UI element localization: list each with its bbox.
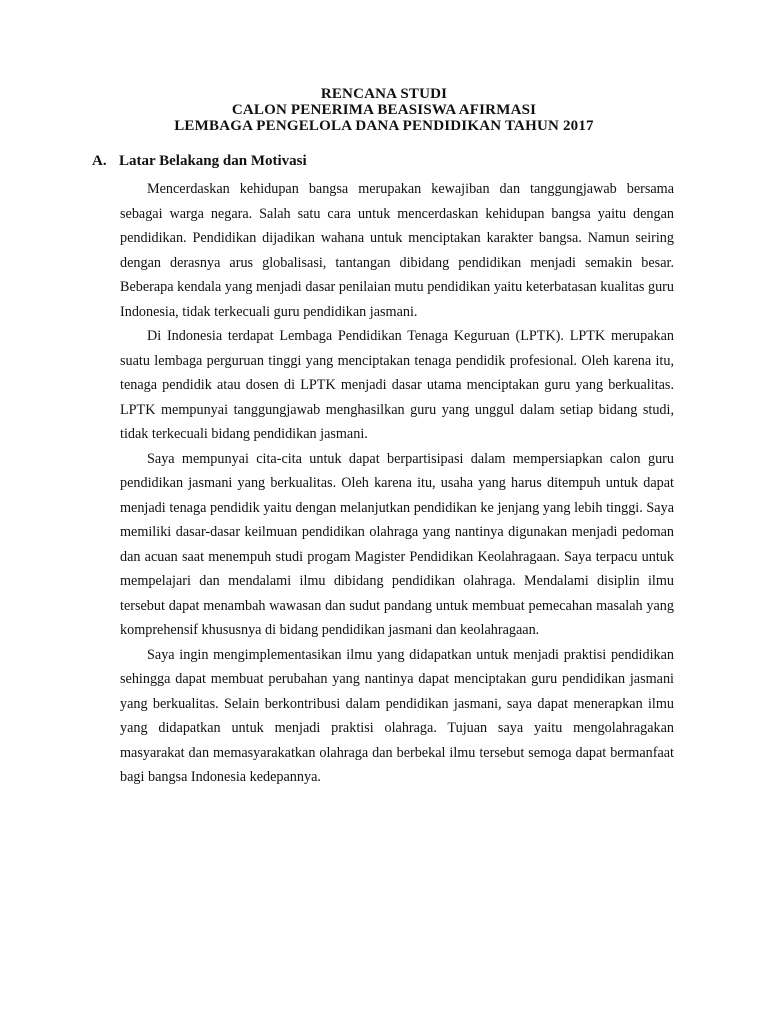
paragraph-2: Di Indonesia terdapat Lembaga Pendidikan Tenaga Keguruan (LPTK). LPTK merupakan suatu lembaga perguruan tinggi yang menciptakan tenaga pendidik profesional. Oleh karena itu, tenaga pendidik atau dosen di LPTK menjadi dasar utama menciptakan guru yang berkualitas. LPTK mempunyai tanggungjawab menghasilkan guru yang unggul dalam setiap bidang studi, tidak terkecuali bidang pendidikan jasmani. (120, 328, 674, 442)
body-text (120, 177, 674, 790)
paragraph-3: Saya mempunyai cita-cita untuk dapat berpartisipasi dalam mempersiapkan calon guru pendidikan jasmani yang berkualitas. Oleh karena itu, usaha yang harus ditempuh untuk dapat menjadi tenaga pendidik yaitu dengan melanjutkan pendidikan ke jenjang yang lebih tinggi. Saya memiliki dasar-dasar keilmuan pendidikan olahraga yang nantinya digunakan menjadi pedoman dan acuan saat menempuh studi progam Magister Pendidikan Keolahragaan. Saya terpacu untuk mempelajari dan mendalami ilmu dibidang pendidikan olahraga. Mendalami disiplin ilmu tersebut dapat menambah wawasan dan sudut pandang untuk membuat pemecahan masalah yang komprehensif khususnya di bidang pendidikan jasmani dan keolahragaan. (120, 450, 674, 638)
title-line-1: RENCANA STUDI (320, 86, 448, 102)
paragraph-1: Mencerdaskan kehidupan bangsa merupakan kewajiban dan tanggungjawab bersama sebagai warga negara. Salah satu cara untuk mencerdaskan kehidupan bangsa yaitu dengan pendidikan. Pendidikan dijadikan wahana untuk menciptakan karakter bangsa. Namun seiring dengan derasnya arus globalisasi, tantangan dibidang pendidikan menjadi semakin besar. Beberapa kendala yang menjadi dasar penilaian mutu pendidikan yaitu keterbatasan kualitas guru Indonesia, tidak terkecuali guru pendidikan jasmani. (120, 181, 674, 320)
document-title (0, 86, 768, 134)
section-number: A. (92, 153, 107, 169)
section-heading (92, 152, 307, 170)
title-line-3: LEMBAGA PENGELOLA DANA PENDIDIKAN TAHUN 2017 (174, 118, 594, 134)
paragraph-4: Saya ingin mengimplementasikan ilmu yang didapatkan untuk menjadi praktisi pendidikan sehingga dapat membuat perubahan yang nantinya dapat menciptakan guru pendidikan jasmani yang berkualitas. Selain berkontribusi dalam pendidikan jasmani, saya dapat menerapkan ilmu yang didapatkan untuk menjadi praktisi olahraga. Tujuan saya yaitu mengolahragakan masyarakat dan memasyarakatkan olahraga dan berbekal ilmu tersebut semoga dapat bermanfaat bagi bangsa Indonesia kedepannya. (120, 646, 674, 785)
section-heading-text: Latar Belakang dan Motivasi (119, 153, 307, 169)
title-line-2: CALON PENERIMA BEASISWA AFIRMASI (231, 102, 537, 118)
